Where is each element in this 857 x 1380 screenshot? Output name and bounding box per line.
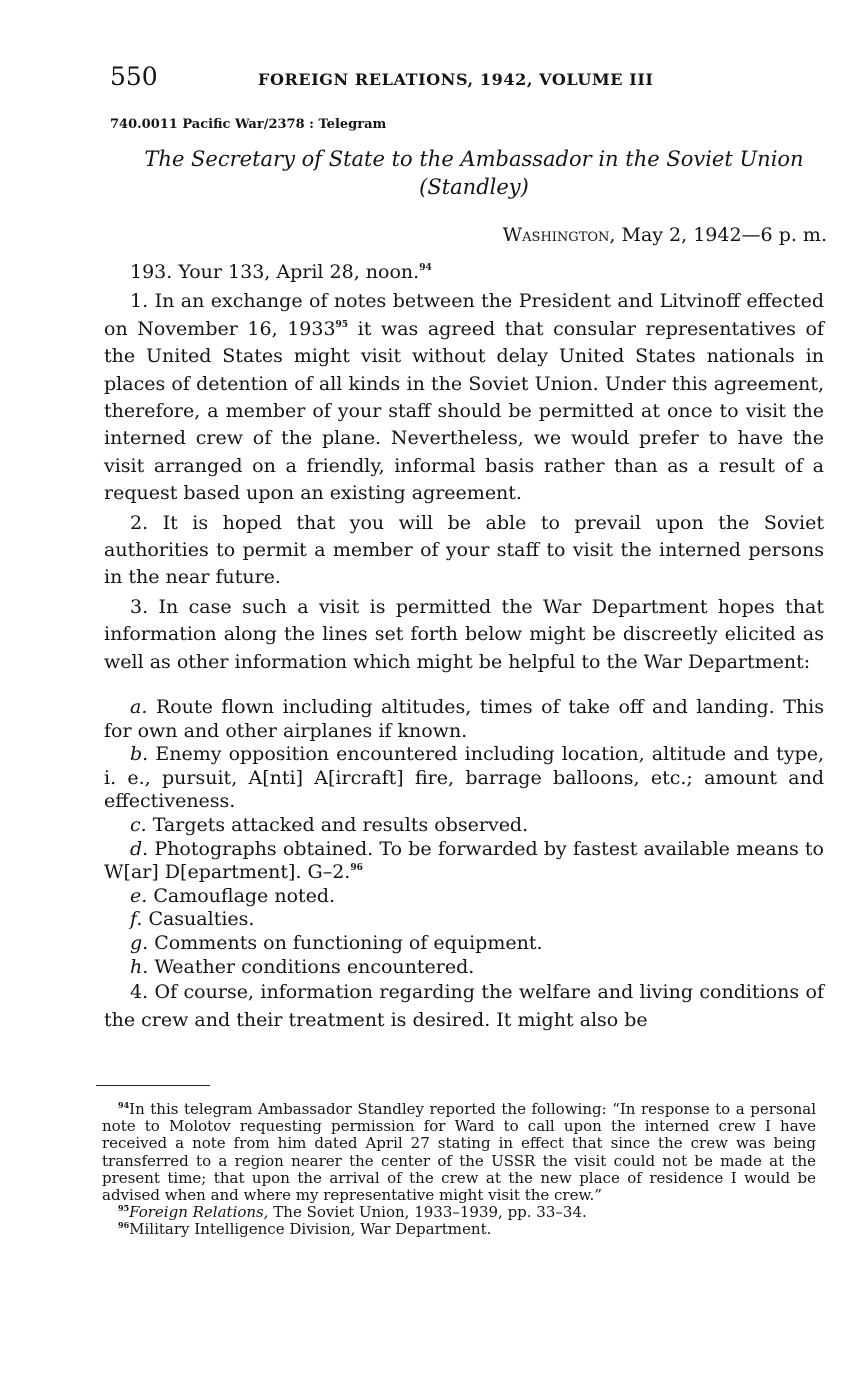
opening-line [104, 259, 824, 286]
telegram-body [104, 259, 824, 1034]
list-letter: e. [130, 884, 148, 907]
file-reference: 740.0011 Pacific War/2378 : Telegram [110, 117, 387, 132]
list-item-g [104, 932, 824, 956]
title-line-1: The Secretary of State to the Ambassador in the Soviet Union [144, 147, 804, 171]
document-title [118, 145, 830, 201]
list-text: Camouflage noted. [147, 884, 336, 907]
list-letter: a. [130, 696, 148, 719]
list-item-f [104, 908, 824, 932]
list-item-h [104, 956, 824, 980]
list-letter: g. [130, 932, 149, 955]
information-list [104, 696, 824, 979]
list-text: Route flown including altitudes, times of take off and landing. This for own and other airplanes if known. [104, 696, 824, 742]
footnote-marker: 96 [118, 1220, 130, 1231]
footnote-text: Military Intelligence Division, War Department. [129, 1220, 492, 1239]
list-letter: f. [130, 908, 143, 931]
list-item-c [104, 814, 824, 838]
list-letter: b. [130, 743, 149, 766]
footnote-text: The Soviet Union, 1933–1939, pp. 33–34. [268, 1203, 587, 1222]
footnote-marker: 94 [118, 1100, 130, 1110]
paragraph-3: 3. In case such a visit is permitted the War Department hopes that information along the lines set forth below might be discreetly elicited as well as other information which might be helpful to the War Department: [104, 595, 824, 673]
footnote-divider [96, 1085, 210, 1086]
list-item-e [104, 885, 824, 909]
list-item-b [104, 743, 824, 814]
paragraph-1 [104, 288, 824, 507]
list-letter: h. [130, 955, 149, 978]
page-number: 550 [110, 62, 158, 91]
page-header [110, 62, 830, 96]
footnote-text: In this telegram Ambassador Standley reported the following: “In response to a personal note to Molotov requesting permission for Ward to call upon the interned crew I have received a note from him dated April 27 stating in effect that since the crew was being transferred to a region nearer the center of the USSR the visit could not be made at the present time; that upon the arrival of the crew at the new place of residence I would be advised when and where my representative might visit the crew.” [102, 1100, 816, 1205]
list-text: Weather conditions encountered. [148, 955, 475, 978]
paragraph-1-part-b: it was agreed that consular representatives of the United States might visit without delay United States nationals in places of detention of all kinds in the Soviet Union. Under this agreement, therefore, a member of your staff should be permitted at once to visit the interned crew of the plane. Nevertheless, we would prefer to have the visit arranged on a friendly, informal basis rather than as a result of a request based upon an existing agreement. [104, 317, 824, 505]
list-text: Targets attacked and results observed. [146, 814, 529, 837]
footnote-95 [102, 1204, 816, 1221]
dateline-place: Washington [502, 224, 610, 246]
footnote-ref-94: 94 [419, 263, 432, 273]
footnote-ref-95: 95 [335, 319, 349, 330]
list-text: Casualties. [142, 908, 255, 931]
list-text: Comments on functioning of equipment. [148, 932, 543, 955]
running-head: FOREIGN RELATIONS, 1942, VOLUME III [258, 70, 654, 89]
footnote-94 [102, 1101, 816, 1204]
list-letter: d. [130, 837, 149, 860]
list-item-a [104, 696, 824, 743]
footnote-title: Foreign Relations, [129, 1203, 269, 1222]
footnote-marker: 95 [118, 1203, 130, 1214]
title-line-2: (Standley) [419, 175, 529, 199]
list-text: Enemy opposition encountered including location, altitude and type, i. e., pursuit, A[nti] A[ircraft] fire, barrage balloons, etc.; amount and effectiveness. [104, 743, 824, 813]
footnote-96 [102, 1221, 816, 1238]
dateline-date: , May 2, 1942—6 p. m. [609, 224, 827, 246]
footnotes [102, 1101, 816, 1239]
paragraph-1-part-a: 1. In an exchange of notes between the President and Litvinoff effected on November 16, 1933 [104, 290, 824, 340]
list-letter: c. [130, 814, 147, 837]
paragraph-2: 2. It is hoped that you will be able to prevail upon the Soviet authorities to permit a member of your staff to visit the interned persons in the near future. [104, 511, 824, 589]
opening-text: 193. Your 133, April 28, noon. [130, 261, 420, 283]
footnote-ref-96: 96 [350, 863, 363, 874]
dateline [503, 224, 827, 246]
list-text: Photographs obtained. To be forwarded by fastest available means to W[ar] D[epartment]. G–2. [104, 837, 824, 884]
list-item-d [104, 838, 824, 885]
paragraph-4: 4. Of course, information regarding the welfare and living conditions of the crew and their treatment is desired. It might also be [104, 981, 824, 1031]
